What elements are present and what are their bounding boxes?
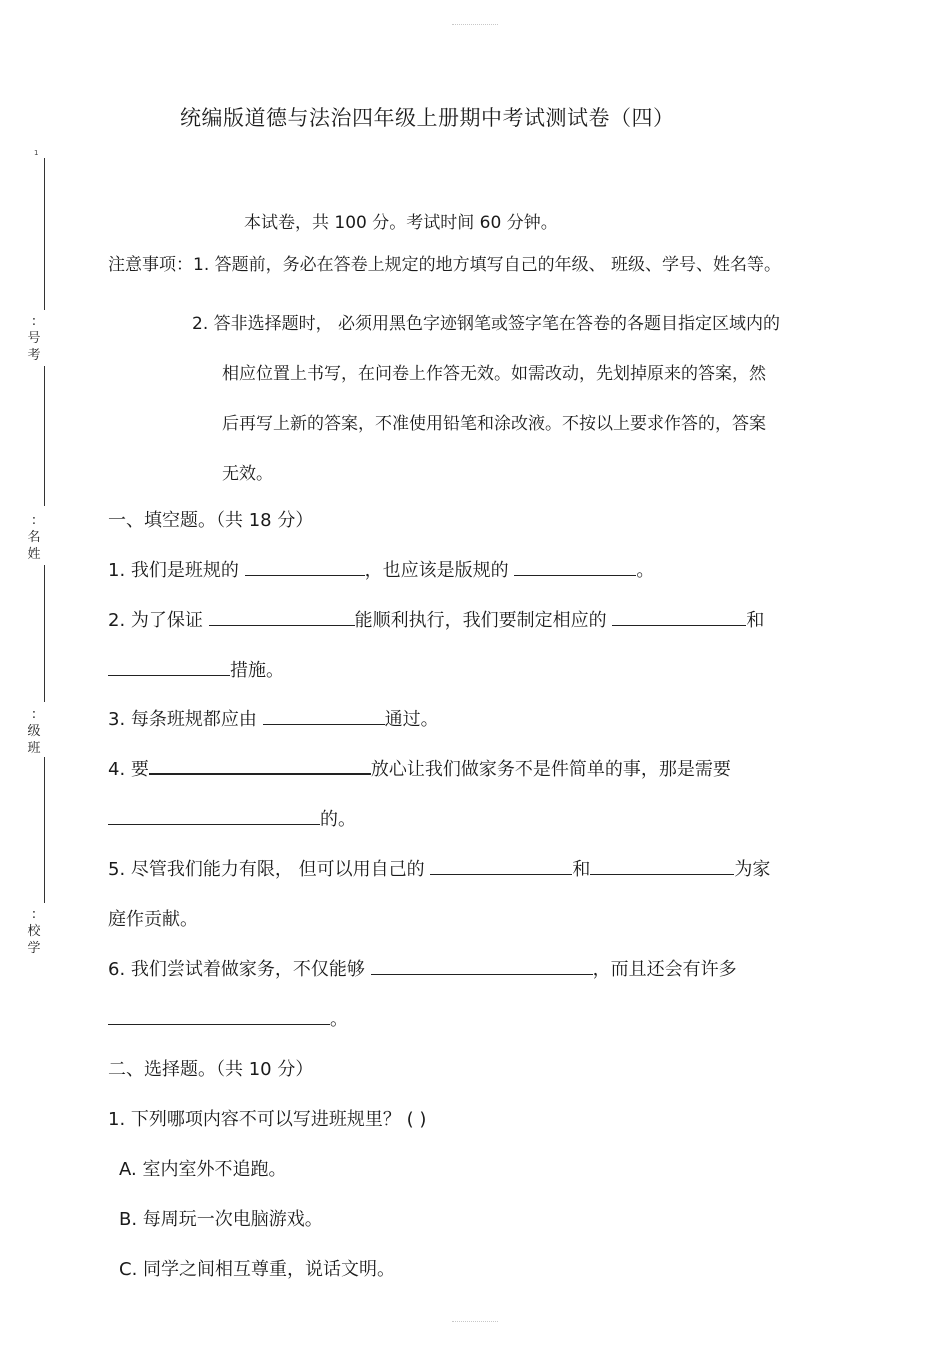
q1-text-a: 1. 我们是班规的 [108,560,245,581]
q6-text-b: ，而且还会有许多 [592,959,737,980]
q5-text-c: 为家 [734,859,771,880]
note-2-line-3: 后再写上新的答案，不准使用铅笔和涂改液。不按以上要求作答的，答案 [222,414,766,434]
margin-tick: 1 [34,149,39,157]
question-1 [108,556,654,582]
q5-text-a: 5. 尽管我们能力有限， 但可以用自己的 [108,859,431,880]
notes-line-1 [108,250,781,275]
q4-text-c: 的。 [320,809,356,830]
note-2-line-1: 2. 答非选择题时， 必须用黑色字迹钢笔或签字笔在答卷的各题目指定区域内的 [192,314,781,334]
q6-text-c: 。 [330,1009,348,1030]
margin-line [44,757,45,903]
q2-text-b: 能顺利执行，我们要制定相应的 [354,610,613,631]
question-3 [108,705,439,731]
margin-line [44,565,45,702]
question-2 [108,606,764,632]
answer-blank[interactable] [108,657,230,676]
class-label: :级班 [27,707,41,756]
answer-blank[interactable] [108,1006,330,1025]
section-2-heading: 二、选择题。（共 10 分） [108,1059,314,1080]
answer-blank[interactable] [514,557,636,576]
q2-text-d: 措施。 [230,660,284,681]
answer-blank[interactable] [430,856,572,875]
notes-label: 注意事项： [108,255,193,275]
q1-text-b: ，也应该是版规的 [364,560,515,581]
question-5-cont: 庭作贡献。 [108,909,198,930]
exam-info: 本试卷，共 100 分。考试时间 60 分钟。 [244,213,558,233]
q4-text-b: 放心让我们做家务不是件简单的事，那是需要 [370,759,731,780]
school-label: :校学 [27,907,41,956]
page-title: 统编版道德与法治四年级上册期中考试测试卷（四） [180,106,675,130]
note-2-line-2: 相应位置上书写，在问卷上作答无效。如需改动，先划掉原来的答案，然 [222,364,766,384]
option-a[interactable]: A. 室内室外不追跑。 [119,1159,287,1180]
margin-line [44,158,45,310]
answer-blank[interactable] [245,557,365,576]
q3-text-a: 3. 每条班规都应由 [108,709,263,730]
top-dotted-mark [452,24,498,25]
option-b[interactable]: B. 每周玩一次电脑游戏。 [119,1209,323,1230]
question-5 [108,855,770,881]
q2-text-a: 2. 为了保证 [108,610,209,631]
question-6 [108,955,737,981]
margin-line [44,366,45,506]
answer-blank[interactable] [612,607,746,626]
note-1: 1. 答题前，务必在答卷上规定的地方填写自己的年级、 班级、学号、姓名等。 [193,255,782,275]
question-2-cont [108,656,284,682]
choice-question-1: 1. 下列哪项内容不可以写进班规里？ ( ) [108,1109,427,1130]
answer-blank[interactable] [108,806,320,825]
exam-number-label: :号考 [27,314,41,363]
q6-text-a: 6. 我们尝试着做家务，不仅能够 [108,959,371,980]
q3-text-b: 通过。 [384,709,439,730]
q4-text-a: 4. 要 [108,759,149,780]
q5-text-b: 和 [572,859,591,880]
answer-blank[interactable] [209,607,355,626]
note-2-line-4: 无效。 [222,464,273,484]
section-1-heading: 一、填空题。（共 18 分） [108,510,314,531]
q1-text-c: 。 [636,560,655,581]
bottom-dotted-mark [452,1321,498,1322]
question-6-cont [108,1005,348,1031]
question-4-cont [108,805,356,831]
option-c[interactable]: C. 同学之间相互尊重，说话文明。 [119,1259,396,1280]
answer-blank[interactable] [149,755,371,775]
answer-blank[interactable] [263,706,385,725]
name-label: :名姓 [27,513,41,562]
q2-text-c: 和 [746,610,765,631]
answer-blank[interactable] [590,856,734,875]
answer-blank[interactable] [371,956,593,975]
question-4 [108,755,731,781]
